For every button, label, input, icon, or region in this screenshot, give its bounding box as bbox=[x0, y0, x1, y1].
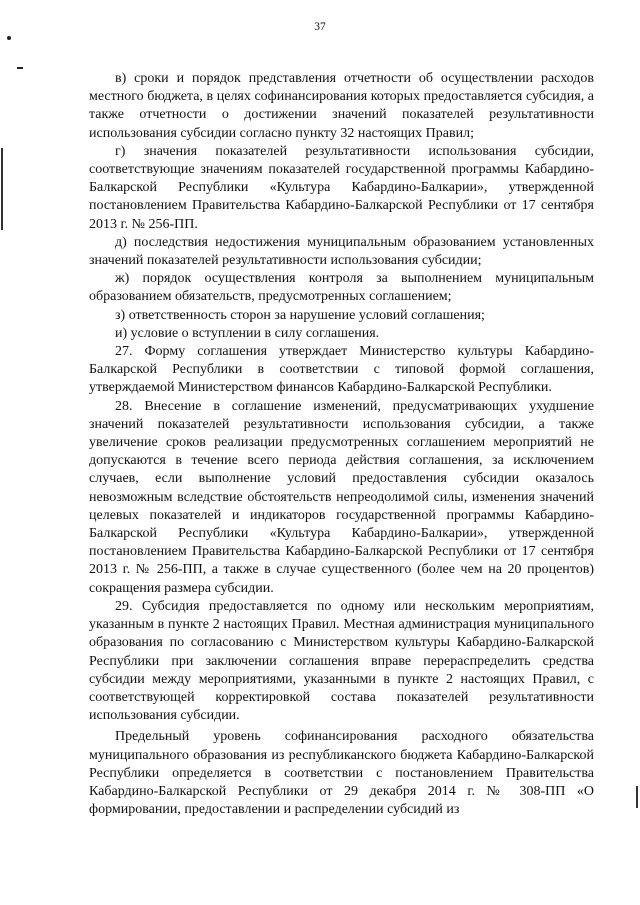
scan-edge-line bbox=[1, 148, 3, 230]
paragraph-item-d: д) последствия недостижения муниципальным образованием установленных значений показателей результативности использования субсидии; bbox=[89, 234, 594, 269]
document-body bbox=[89, 70, 594, 819]
paragraph-item-g: г) значения показателей результативности использования субсидии, соответствующие значениям показателей государственной программы Кабардино-Балкарской Республики «Культура Кабардино-Балкарии», утвержденной постановлением Правительства Кабардино-Балкарской Республики от 17 сентября 2013 г. № 256-ПП. bbox=[89, 143, 594, 232]
scan-edge-line-right bbox=[636, 786, 638, 808]
paragraph-clause-27: 27. Форму соглашения утверждает Министерство культуры Кабардино-Балкарской Республики в соответствии с типовой формой соглашения, утверждаемой Министерством финансов Кабардино-Балкарской Республики. bbox=[89, 344, 594, 396]
paragraph-item-zh: ж) порядок осуществления контроля за выполнением муниципальным образованием обязательств, предусмотренных соглашением; bbox=[89, 271, 594, 305]
paragraph-clause-28: 28. Внесение в соглашение изменений, предусматривающих ухудшение значений показателей результативности использования субсидии, а также увеличение сроков реализации предусмотренных соглашением мероприятий не допускаются в течение всего периода действия соглашения, за исключением случаев, если выполнение условий предоставления субсидии оказалось невозможным вследствие обстоятельств непреодолимой силы, изменения значений целевых показателей и индикаторов государственной программы Кабардино-Балкарской Республики «Культура Кабардино-Балкарии», утвержденной постановлением Правительства Кабардино-Балкарской Республики от 17 сентября 2013 г. № 256-ПП, а также в случае существенного (более чем на 20 процентов) сокращения размера субсидии. bbox=[89, 398, 594, 596]
paragraph-item-v: в) сроки и порядок представления отчетности об осуществлении расходов местного бюджета, в целях софинансирования которых предоставляется субсидия, а также отчетности о достижении значений показателей результативности использования субсидии согласно пункту 32 настоящих Правил; bbox=[89, 71, 594, 141]
scan-speck-top bbox=[7, 36, 11, 40]
scan-speck-mark bbox=[17, 67, 23, 69]
paragraph-clause-29: 29. Субсидия предоставляется по одному или нескольким мероприятиям, указанным в пункте 2 настоящих Правил. Местная администрация муниципального образования по согласованию с Министерством культуры Кабардино-Балкарской Республики при заключении соглашения вправе перераспределить средства субсидии между мероприятиями, указанными в пункте 2 настоящих Правил, с соответствующей корректировкой состава показателей результативности использования субсидии. bbox=[89, 598, 594, 724]
paragraph-item-z: з) ответственность сторон за нарушение условий соглашения; bbox=[115, 307, 485, 323]
page-number: 37 bbox=[314, 21, 326, 33]
paragraph-item-i: и) условие о вступлении в силу соглашения. bbox=[115, 325, 380, 341]
paragraph-cofinancing-limit: Предельный уровень софинансирования расходного обязательства муниципального образования из республиканского бюджета Кабардино-Балкарской Республики определяется в соответствии с постановлением Правительства Кабардино-Балкарской Республики от 29 декабря 2014 г. № 308-ПП «О формировании, предоставлении и распределении субсидий из bbox=[89, 729, 594, 818]
